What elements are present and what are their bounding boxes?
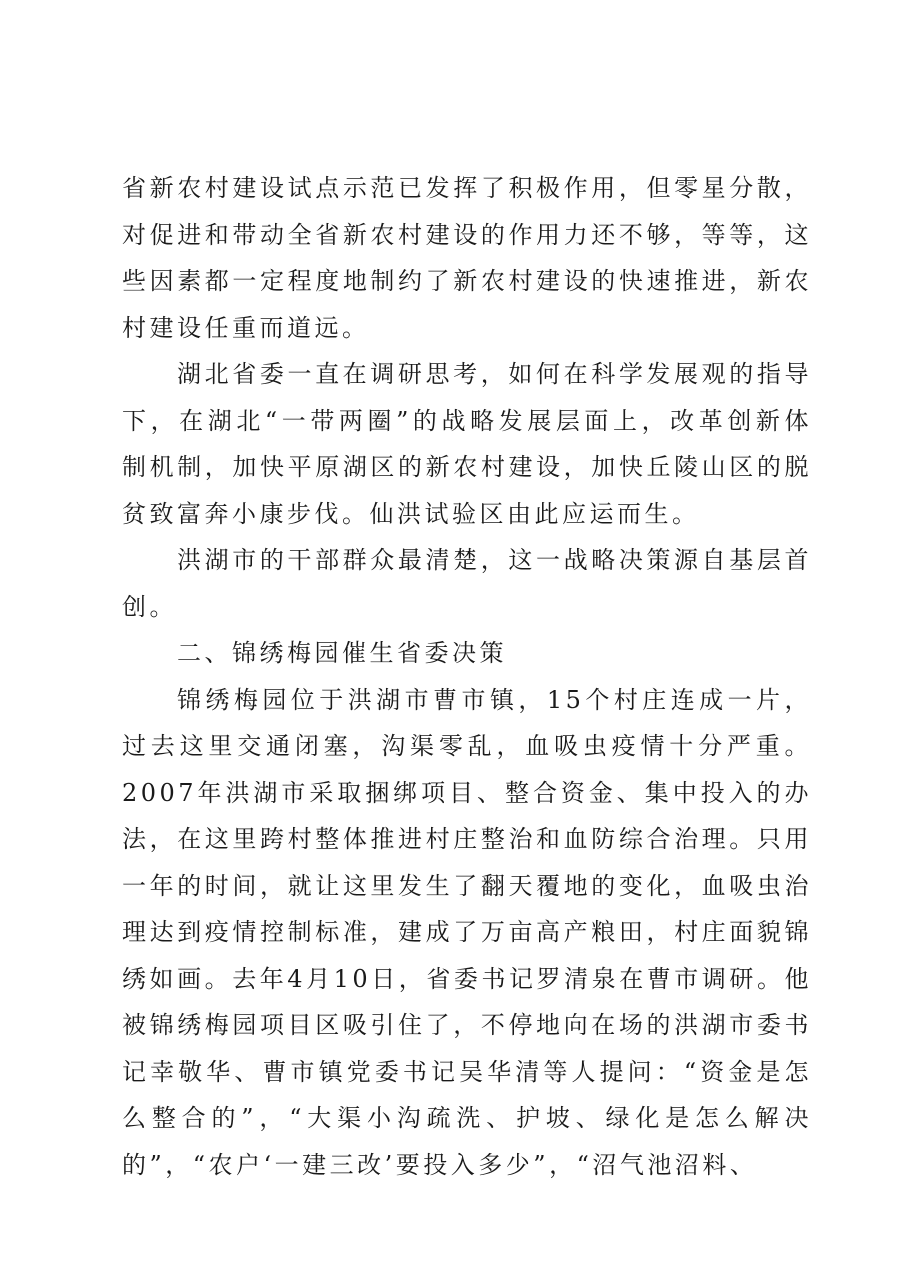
paragraph-1: 省新农村建设试点示范已发挥了积极作用，但零星分散，对促进和带动全省新农村建设的作用力还不够，等等，这些因素都一定程度地制约了新农村建设的快速推进，新农村建设任重而道远。 [122, 174, 812, 342]
paragraph-4: 锦绣梅园位于洪湖市曹市镇，15个村庄连成一片，过去这里交通闭塞，沟渠零乱，血吸虫疫情十分严重。2007年洪湖市采取捆绑项目、整合资金、集中投入的办法，在这里跨村整体推进村庄整治和血防综合治理。只用一年的时间，就让这里发生了翻天覆地的变化，血吸虫治理达到疫情控制标准，建成了万亩高产粮田，村庄面貌锦绣如画。去年4月10日，省委书记罗清泉在曹市调研。他被锦绣梅园项目区吸引住了，不停地向在场的洪湖市委书记幸敬华、曹市镇党委书记吴华清等人提问：“资金是怎么整合的”，“大渠小沟疏洗、护坡、绿化是怎么解决的”，“农户‘一建三改’要投入多少”，“沼气池沼料、 [122, 685, 812, 1179]
paragraph-3: 洪湖市的干部群众最清楚，这一战略决策源自基层首创。 [122, 546, 812, 621]
paragraph-2: 湖北省委一直在调研思考，如何在科学发展观的指导下，在湖北“一带两圈”的战略发展层面上，改革创新体制机制，加快平原湖区的新农村建设，加快丘陵山区的脱贫致富奔小康步伐。仙洪试验区由此应运而生。 [122, 360, 812, 528]
document-body [122, 165, 812, 1188]
section-heading: 二、锦绣梅园催生省委决策 [177, 639, 507, 667]
